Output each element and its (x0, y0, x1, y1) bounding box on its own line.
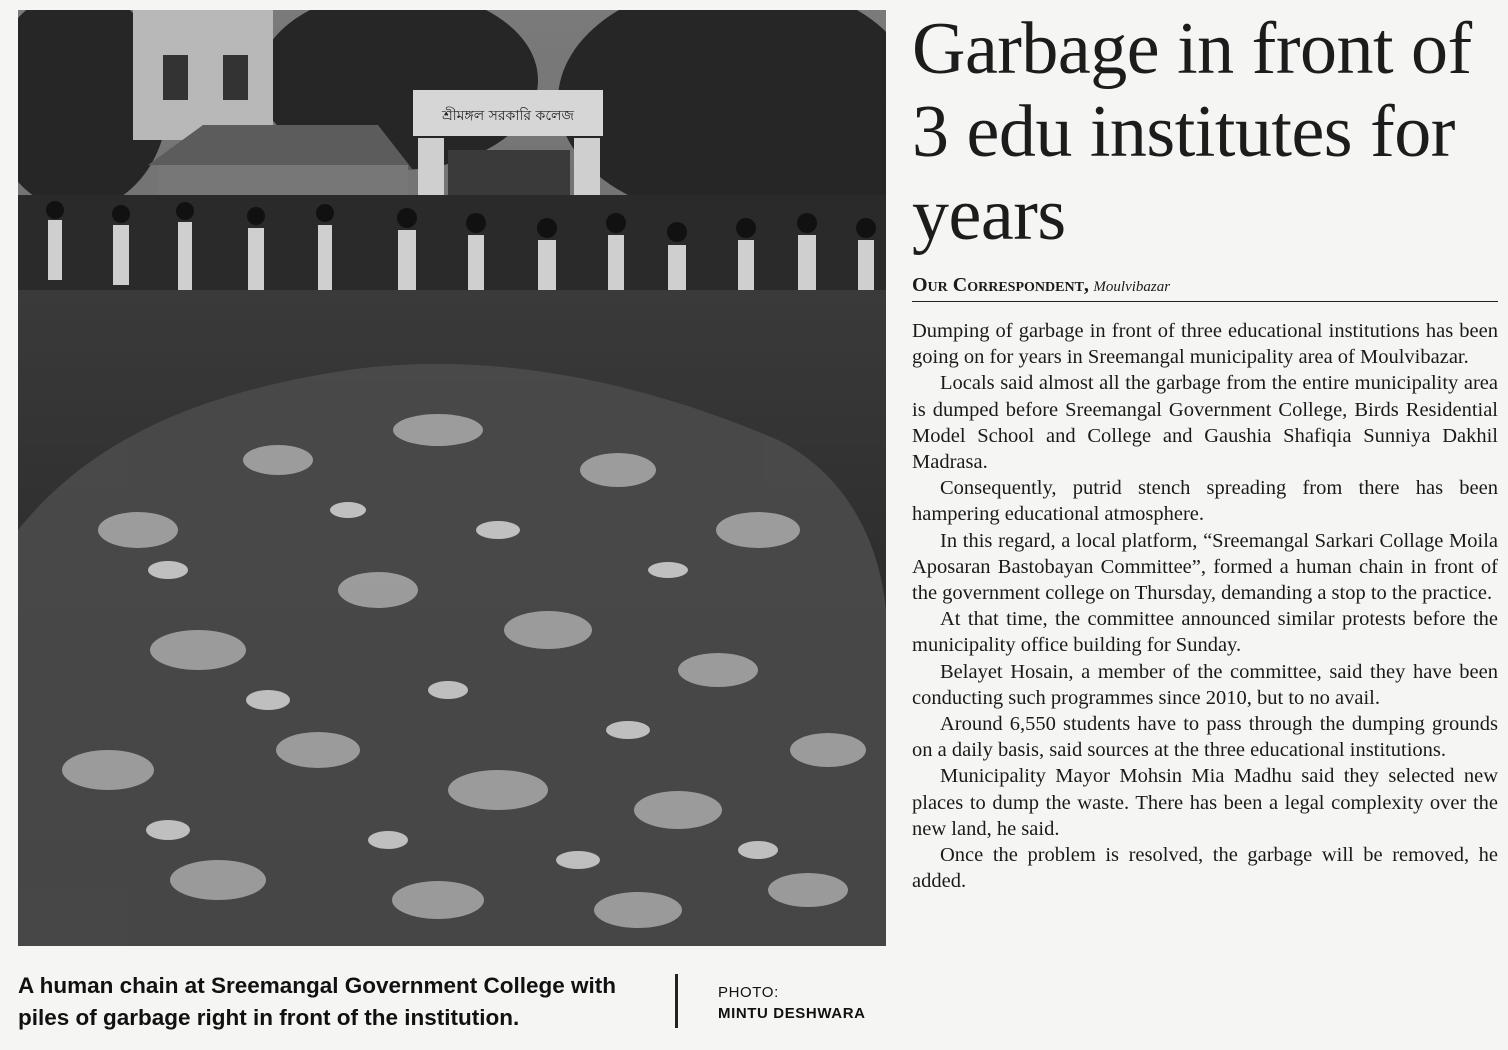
article-paragraph: Locals said almost all the garbage from the entire municipality area is dumped before Sreemangal Government College, Birds Residential Model School and College and Gaushia Shafiqia Sunniya Dakhil Madrasa. (912, 372, 1498, 474)
article-paragraph: Once the problem is resolved, the garbage will be removed, he added. (912, 844, 1498, 893)
garbage-photo-illustration (18, 10, 886, 946)
gate-sign-text: শ্রীমঙ্গল সরকারি কলেজ (442, 108, 574, 124)
article-paragraph: Consequently, putrid stench spreading from there has been hampering educational atmosphere. (912, 477, 1498, 526)
article-paragraph: At that time, the committee announced similar protests before the municipality office building for Sunday. (912, 608, 1498, 657)
article-paragraph: Belayet Hosain, a member of the committee, said they have been conducting such programmes since 2010, but to no avail. (912, 660, 1498, 709)
byline-correspondent: Our Correspondent, (912, 274, 1089, 296)
article-paragraph: Municipality Mayor Mohsin Mia Madhu said they selected new places to dump the waste. There has been a legal complexity over the new land, he said. (912, 765, 1498, 840)
photo-credit (718, 982, 866, 1024)
photo-credit-label: PHOTO: (718, 984, 779, 1001)
byline (912, 272, 1498, 302)
photo-credit-name: MINTU DESHWARA (718, 1005, 866, 1022)
article-paragraph: In this regard, a local platform, “Sreemangal Sarkari Collage Moila Aposaran Bastobayan Committee”, formed a human chain in front of the government college on Thursday, demanding a stop to the practice. (912, 529, 1498, 605)
headline: Garbage in front of 3 edu institutes for years (912, 8, 1472, 256)
garbage-pile (18, 364, 886, 946)
article-body (912, 318, 1498, 894)
article-paragraph: Dumping of garbage in front of three educational institutions has been going on for years in Sreemangal municipality area of Moulvibazar. (912, 320, 1498, 369)
caption-divider (675, 974, 678, 1028)
news-photo (18, 10, 886, 946)
article-paragraph: Around 6,550 students have to pass through the dumping grounds on a daily basis, said sources at the three educational institutions. (912, 713, 1498, 762)
byline-location: Moulvibazar (1093, 279, 1171, 295)
photo-caption: A human chain at Sreemangal Government College with piles of garbage right in front of the institution. (18, 973, 617, 1030)
